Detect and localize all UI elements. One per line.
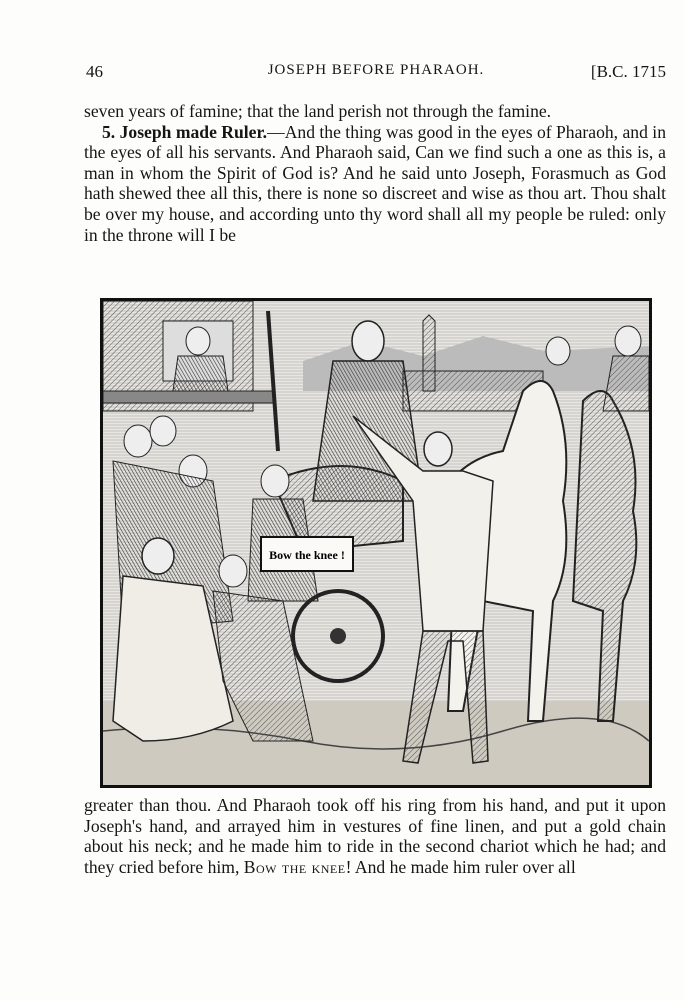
bow-the-knee-smallcaps: Bow the knee: [243, 856, 346, 877]
page-number: 46: [86, 62, 103, 81]
section-body: —And the thing was good in the eyes of Pharaoh, and in the eyes of all his servants. And Pharaoh said, Can we find such a one as this is, a man in whom the Spirit of God is? And he said unto Joseph, Forasmuch as God hath shewed thee all this, there is none so discreet and wise as thou art. Thou shalt be over my house, and according unto thy word shall all my people be ruled: only in the throne will I be: [84, 121, 666, 245]
date-reference: [B.C. 1715: [590, 62, 666, 81]
page-header: [86, 62, 666, 90]
engraving-illustration: [100, 298, 652, 788]
crouching-head: [219, 555, 247, 587]
bottom-paragraph: [84, 795, 666, 877]
running-title: JOSEPH BEFORE PHARAOH.: [267, 62, 485, 78]
sign-text: Bow the knee !: [269, 548, 345, 562]
crowd-head-2: [150, 416, 176, 446]
joseph-head: [352, 321, 384, 361]
continuation-paragraph: seven years of famine; that the land perish not through the famine.: [84, 101, 552, 121]
section-heading: 5. Joseph made Ruler.: [102, 121, 268, 142]
balcony-ledge: [103, 391, 273, 403]
wheel-hub: [330, 628, 346, 644]
bottom-text-part1: greater than thou. And Pharaoh took off his ring from his hand, and put it upon Joseph's hand, and arrayed him in vestures of fine linen, and put a gold chain about his neck; and he made him to ride in the second chariot which he had; and they cried before him,: [84, 795, 666, 877]
crowd-head-1: [124, 425, 152, 457]
bottom-text-block: [84, 795, 666, 877]
top-text-block: [84, 101, 666, 245]
section-paragraph: [84, 122, 666, 246]
bottom-text-part2: ! And he made him ruler over all: [345, 856, 576, 877]
balcony-figure-head: [186, 327, 210, 355]
balcony-figure-body: [173, 356, 228, 391]
sign-bearer-head: [261, 465, 289, 497]
herald-head: [424, 432, 452, 466]
woman-head: [546, 337, 570, 365]
kneeling-head: [142, 538, 174, 574]
old-man-head: [615, 326, 641, 356]
engraving-drawing: [103, 301, 649, 785]
